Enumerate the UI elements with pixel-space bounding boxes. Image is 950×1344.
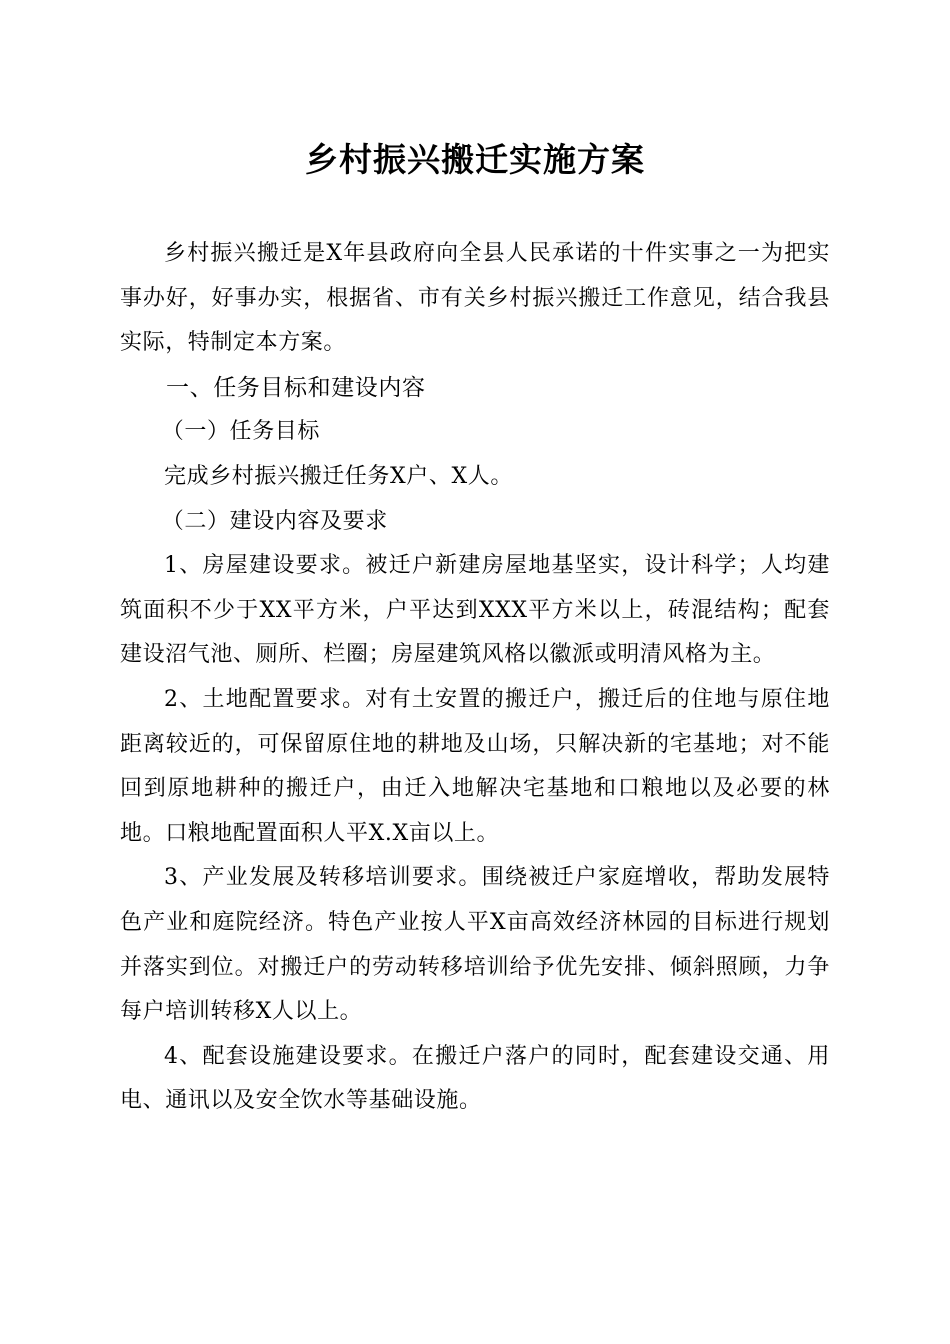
subsection-heading-construction: （二）建设内容及要求	[161, 508, 388, 534]
item-paragraph-industry: 3、产业发展及转移培训要求。围绕被迁户家庭增收，帮助发展特色产业和庭院经济。特色产业按人平X亩高效经济林园的目标进行规划并落实到位。对搬迁户的劳动转移培训给予优先安排、倾斜照顾，力争每户培训转移X人以上。	[120, 865, 830, 1025]
document-body	[120, 232, 830, 1124]
item-paragraph-facilities: 4、配套设施建设要求。在搬迁户落户的同时，配套建设交通、用电、通讯以及安全饮水等基础设施。	[120, 1043, 830, 1114]
section-heading-1: 一、任务目标和建设内容	[166, 374, 426, 401]
task-goal-paragraph: 完成乡村振兴搬迁任务X户、X人。	[164, 463, 513, 489]
subsection-heading-task-goal: （一）任务目标	[161, 419, 320, 445]
document-title: 乡村振兴搬迁实施方案	[305, 140, 645, 179]
intro-paragraph: 乡村振兴搬迁是X年县政府向全县人民承诺的十件实事之一为把实事办好，好事办实，根据省、市有关乡村振兴搬迁工作意见，结合我县实际，特制定本方案。	[120, 241, 830, 356]
item-paragraph-land: 2、土地配置要求。对有土安置的搬迁户，搬迁后的住地与原住地距离较近的，可保留原住地的耕地及山场，只解决新的宅基地；对不能回到原地耕种的搬迁户，由迁入地解决宅基地和口粮地以及必要的林地。口粮地配置面积人平X.X亩以上。	[120, 686, 830, 846]
item-paragraph-housing: 1、房屋建设要求。被迁户新建房屋地基坚实，设计科学；人均建筑面积不少于XX平方米，户平达到XXX平方米以上，砖混结构；配套建设沼气池、厕所、栏圈；房屋建筑风格以徽派或明清风格为主。	[120, 553, 830, 668]
